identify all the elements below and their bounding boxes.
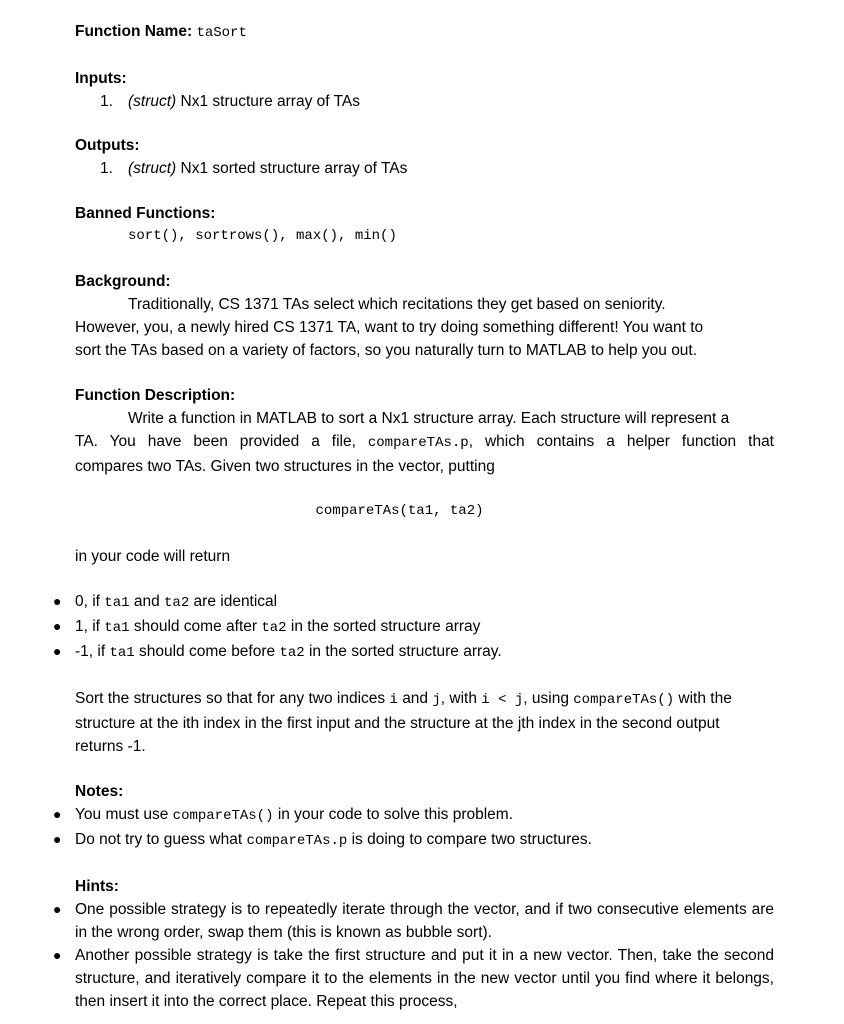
outputs-item-num: 1.	[100, 160, 113, 177]
hints-heading: Hints:	[75, 878, 119, 895]
description-heading: Function Description:	[75, 387, 236, 404]
notes-heading: Notes:	[75, 783, 124, 800]
sort-line-2: structure at the ith index in the first input and the structure at the jth index in the second output	[75, 715, 720, 732]
outputs-heading: Outputs:	[75, 137, 140, 154]
code-call: compareTAs(ta1, ta2)	[315, 503, 484, 519]
description-line-3: compares two TAs. Given two structures in the vector, putting	[75, 458, 495, 475]
inputs-item-type: (struct)	[128, 93, 177, 110]
bullet-icon: ●	[53, 593, 62, 609]
sort-line-3: returns -1.	[75, 738, 146, 755]
returns-list	[53, 590, 774, 665]
description-line-1: Write a function in MATLAB to sort a Nx1 structure array. Each structure will represent a	[128, 410, 730, 427]
outputs-item	[75, 157, 774, 180]
inputs-item	[75, 90, 774, 113]
background-line-3: sort the TAs based on a variety of factors, so you naturally turn to MATLAB to help you out.	[75, 342, 698, 359]
function-name-line	[75, 20, 774, 45]
notes-list	[53, 803, 774, 853]
sort-paragraph	[75, 687, 774, 758]
description-text: , which contains a helper function that	[468, 433, 774, 450]
banned-heading: Banned Functions:	[75, 205, 216, 222]
list-item: ● You must use compareTAs() in your code to solve this problem.	[75, 803, 774, 828]
hints-list	[53, 898, 774, 1013]
inputs-heading: Inputs:	[75, 70, 127, 87]
notes-section	[53, 780, 774, 853]
bullet-icon: ●	[53, 901, 62, 917]
description-line-2	[75, 430, 774, 455]
background-line-1: Traditionally, CS 1371 TAs select which recitations they get based on seniority.	[128, 296, 666, 313]
inputs-item-num: 1.	[100, 93, 113, 110]
outputs-section	[75, 134, 774, 180]
background-section	[75, 270, 774, 362]
bullet-icon: ●	[53, 806, 62, 822]
list-item: ● 0, if ta1 and ta2 are identical	[75, 590, 774, 615]
banned-section	[75, 202, 774, 248]
sort-line-1: Sort the structures so that for any two indices i and j, with i < j, using compareTAs() with the	[75, 690, 732, 708]
list-item: ● Another possible strategy is take the first structure and put it in a new vector. Then, take the second structure, and iteratively compare it to the elements in the new vector until you find where it belongs, then insert it into the correct place. Repeat this process,	[75, 944, 774, 1013]
will-return-text: in your code will return	[75, 548, 231, 565]
banned-list: sort(), sortrows(), max(), min()	[128, 228, 397, 244]
description-text: TA. You have been provided a file,	[75, 433, 356, 450]
bullet-icon: ●	[53, 947, 62, 963]
bullet-icon: ●	[53, 643, 62, 659]
inputs-item-text: Nx1 structure array of TAs	[180, 93, 360, 110]
background-heading: Background:	[75, 273, 171, 290]
bullet-icon: ●	[53, 618, 62, 634]
list-item: ● One possible strategy is to repeatedly iterate through the vector, and if two consecutive elements are in the wrong order, swap them (this is known as bubble sort).	[75, 898, 774, 944]
outputs-item-type: (struct)	[128, 160, 177, 177]
background-line-2: However, you, a newly hired CS 1371 TA, want to try doing something different! You want to	[75, 319, 704, 336]
inputs-section	[75, 67, 774, 113]
bullet-icon: ●	[53, 831, 62, 847]
list-item: ● 1, if ta1 should come after ta2 in the sorted structure array	[75, 615, 774, 640]
description-code-file: compareTAs.p	[367, 435, 469, 451]
list-item: ● Do not try to guess what compareTAs.p is doing to compare two structures.	[75, 828, 774, 853]
hints-section	[53, 875, 774, 1013]
description-section	[53, 384, 774, 758]
outputs-item-text: Nx1 sorted structure array of TAs	[180, 160, 408, 177]
list-item: ● -1, if ta1 should come before ta2 in the sorted structure array.	[75, 640, 774, 665]
function-name-label: Function Name:	[75, 23, 193, 40]
function-name-value: taSort	[196, 25, 247, 41]
